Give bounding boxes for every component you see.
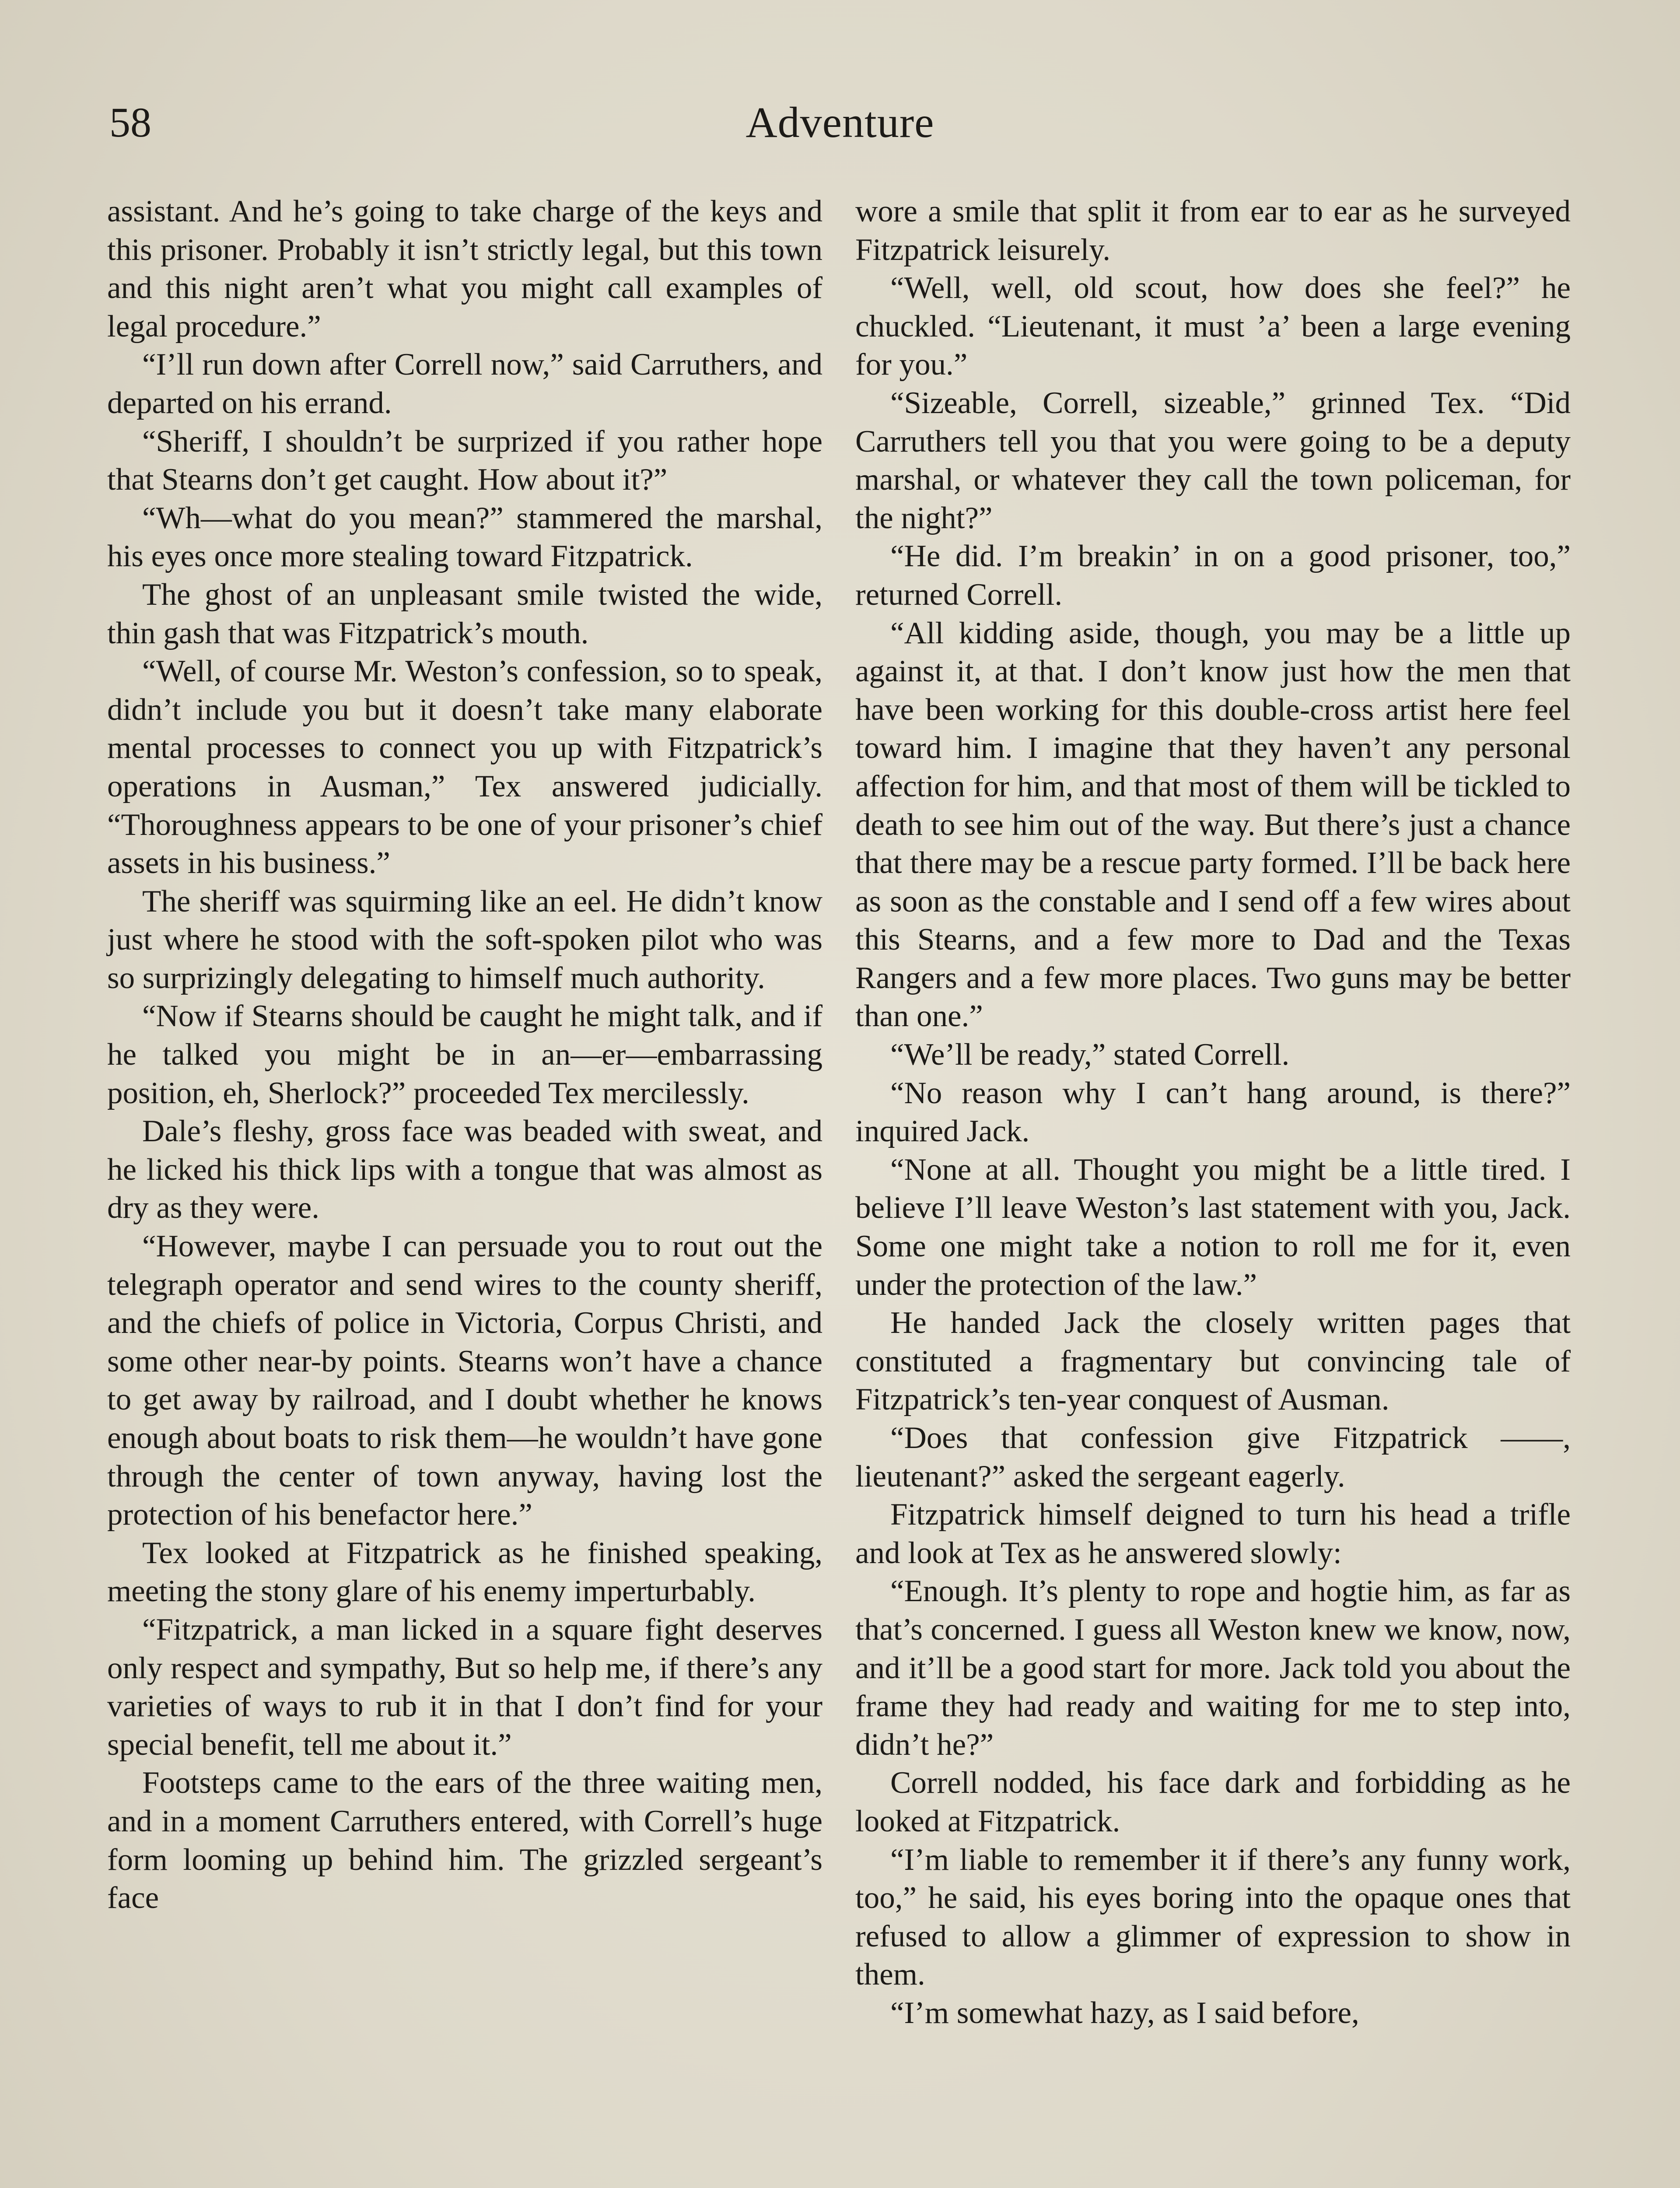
paragraph: assistant. And he’s going to take charge of the keys and this prisoner. Probably it isn’t strictly legal, but this town and this night aren’t what you might call examples of legal procedure.” [107,194,822,344]
paragraph: Footsteps came to the ears of the three waiting men, and in a moment Carruthers entered, with Correll’s huge form looming up behind him. The grizzled sergeant’s face [107,1766,822,1915]
paragraph: Correll nodded, his face dark and forbidding as he looked at Fitzpatrick. [855,1766,1571,1838]
left-column [107,193,822,1918]
paragraph: Tex looked at Fitzpatrick as he finished speaking, meeting the stony glare of his enemy imperturbably. [107,1536,822,1609]
paragraph: “I’m somewhat hazy, as I said before, [890,1995,1359,2030]
running-title: Adventure [746,98,934,147]
paragraph: “Sheriff, I shouldn’t be surprized if you rather hope that Stearns don’t get caught. How about it?” [107,424,822,497]
paragraph: “Well, of course Mr. Weston’s confession, so to speak, didn’t include you but it doesn’t take many elaborate mental processes to connect you up with Fitzpatrick’s operations in Ausman,” Tex answered judicially. “Thoroughness appears to be one of your prisoner’s chief assets in his business.” [107,654,822,880]
paragraph: “Well, well, old scout, how does she feel?” he chuckled. “Lieutenant, it must ’a’ been a large evening for you.” [855,271,1571,382]
paragraph: “Now if Stearns should be caught he might talk, and if he talked you might be in an—er—embarrassing position, eh, Sherlock?” proceeded Tex mercilessly. [107,999,822,1110]
paragraph: “We’ll be ready,” stated Correll. [890,1038,1290,1072]
paragraph: “Enough. It’s plenty to rope and hogtie him, as far as that’s concerned. I guess all Weston knew we know, now, and it’ll be a good start for more. Jack told you about the frame they had ready and waiting for me to step into, didn’t he?” [855,1574,1571,1762]
paragraph: The sheriff was squirming like an eel. He didn’t know just where he stood with the soft-spoken pilot who was so surprizingly delegating to himself much authority. [107,884,822,995]
paragraph: “All kidding aside, though, you may be a little up against it, at that. I don’t know just how the men that have been working for this double-cross artist here feel toward him. I imagine that they haven’t any personal affection for him, and that most of them will be tickled to death to see him out of the way. But there’s just a chance that there may be a rescue party formed. I’ll be back here as soon as the constable and I send off a few wires about this Stearns, and a few more to Dad and the Texas Rangers and a few more places. Two guns may be better than one.” [855,616,1571,1034]
page-header [109,94,1571,151]
paragraph: “No reason why I can’t hang around, is there?” inquired Jack. [855,1076,1571,1149]
paragraph: “None at all. Thought you might be a little tired. I believe I’ll leave Weston’s last statement with you, Jack. Some one might take a notion to roll me for it, even under the protection of the law.” [855,1152,1571,1302]
right-column [855,193,1571,2033]
paragraph: “Does that confession give Fitzpatrick ——, lieutenant?” asked the sergeant eagerly. [855,1421,1571,1494]
paragraph: Fitzpatrick himself deigned to turn his head a trifle and look at Tex as he answered slowly: [855,1497,1571,1570]
paragraph: The ghost of an unpleasant smile twisted the wide, thin gash that was Fitzpatrick’s mouth. [107,577,822,650]
paragraph: wore a smile that split it from ear to ear as he surveyed Fitzpatrick leisurely. [855,194,1571,267]
paragraph: Dale’s fleshy, gross face was beaded with sweat, and he licked his thick lips with a tongue that was almost as dry as they were. [107,1114,822,1225]
paragraph: “Fitzpatrick, a man licked in a square fight deserves only respect and sympathy, But so help me, if there’s any varieties of ways to rub it in that I don’t find for your special benefit, tell me about it.” [107,1612,822,1762]
paragraph: “Wh—what do you mean?” stammered the marshal, his eyes once more stealing toward Fitzpatrick. [107,501,822,574]
paragraph: “Sizeable, Correll, sizeable,” grinned Tex. “Did Carruthers tell you that you were going to be a deputy marshal, or whatever they call the town policeman, for the night?” [855,386,1571,535]
paragraph: “I’m liable to remember it if there’s any funny work, too,” he said, his eyes boring into the opaque ones that refused to allow a glimmer of expression to show in them. [855,1842,1571,1992]
page-number: 58 [109,99,151,146]
paragraph: “I’ll run down after Correll now,” said Carruthers, and departed on his errand. [107,347,822,420]
paragraph: “However, maybe I can persuade you to rout out the telegraph operator and send wires to the county sheriff, and the chiefs of police in Victoria, Corpus Christi, and some other near-by points. Stearns won’t have a chance to get away by railroad, and I doubt whether he knows enough about boats to risk them—he wouldn’t have gone through the center of town anyway, having lost the protection of his benefactor here.” [107,1229,822,1532]
paragraph: He handed Jack the closely written pages that constituted a fragmentary but convincing tale of Fitzpatrick’s ten-year conquest of Ausman. [855,1306,1571,1417]
paragraph: “He did. I’m breakin’ in on a good prisoner, too,” returned Correll. [855,539,1571,612]
